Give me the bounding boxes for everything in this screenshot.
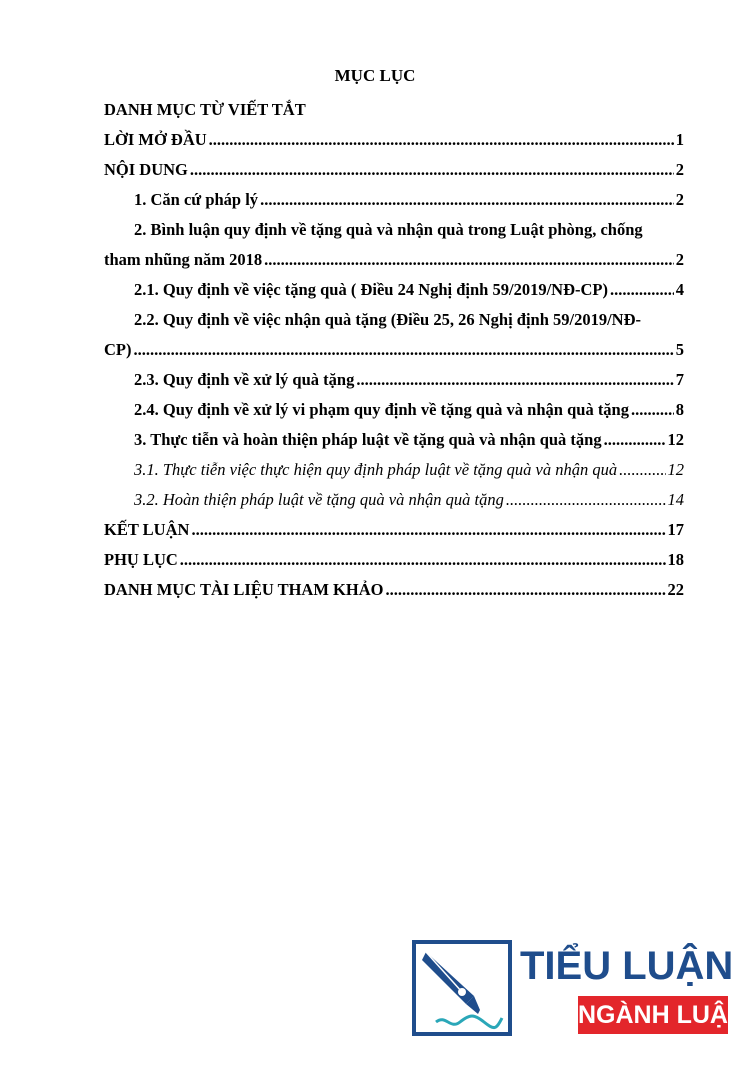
toc-entry-page: 4 xyxy=(675,280,684,299)
toc-leader-dots xyxy=(356,365,673,395)
toc-entry-3-2[interactable] xyxy=(104,485,684,515)
toc-entry-2-4[interactable] xyxy=(104,395,684,425)
toc-entry-page: 2 xyxy=(675,160,684,179)
toc-entry-2-line1[interactable] xyxy=(104,215,684,245)
toc-leader-dots xyxy=(191,515,665,545)
toc-entry-label: PHỤ LỤC xyxy=(104,550,178,569)
toc-leader-dots xyxy=(610,275,674,305)
toc-entry-page: 7 xyxy=(675,370,684,389)
toc-entry-label: 2.4. Quy định về xử lý vi phạm quy định về tặng quà và nhận quà tặng xyxy=(134,400,629,419)
toc-entry-1[interactable] xyxy=(104,185,684,215)
toc-leader-dots xyxy=(385,575,665,605)
toc-entry-references[interactable] xyxy=(104,575,684,605)
toc-leader-dots xyxy=(264,245,674,275)
toc-entry-label: DANH MỤC TÀI LIỆU THAM KHẢO xyxy=(104,580,384,599)
toc-entry-page: 5 xyxy=(675,340,684,359)
toc-leader-dots xyxy=(209,125,674,155)
toc-entry-2-1[interactable] xyxy=(104,275,684,305)
toc-entry-2-2-line1[interactable] xyxy=(104,305,684,335)
toc-leader-dots xyxy=(180,545,666,575)
toc-entry-2-2-line2[interactable] xyxy=(104,335,684,365)
toc-entry-conclusion[interactable] xyxy=(104,515,684,545)
toc-entry-label: NỘI DUNG xyxy=(104,160,188,179)
toc-leader-dots xyxy=(631,395,674,425)
toc-leader-dots xyxy=(604,425,666,455)
toc-entry-page: 8 xyxy=(675,400,684,419)
toc-entry-label: KẾT LUẬN xyxy=(104,520,190,539)
toc-entry-3[interactable] xyxy=(104,425,684,455)
toc-entry-label: CP) xyxy=(104,340,132,359)
toc-entry-label: 2.2. Quy định về việc nhận quà tặng (Điều 25, 26 Nghị định 59/2019/NĐ- xyxy=(134,310,642,329)
toc-entry-label: 3. Thực tiễn và hoàn thiện pháp luật về tặng quà và nhận quà tặng xyxy=(134,430,602,449)
toc-entry-page: 12 xyxy=(667,460,684,479)
toc-entry-appendix[interactable] xyxy=(104,545,684,575)
toc-entry-page: 17 xyxy=(667,520,684,539)
toc-entry-label: 3.1. Thực tiễn việc thực hiện quy định pháp luật về tặng quà và nhận quà xyxy=(134,460,618,479)
fountain-pen-icon xyxy=(416,944,508,1032)
toc-title: MỤC LỤC xyxy=(334,66,416,85)
toc-entry-page: 2 xyxy=(675,250,684,269)
toc-entry-page: 12 xyxy=(667,430,684,449)
toc-entry-label: DANH MỤC TỪ VIẾT TẮT xyxy=(104,100,306,119)
site-logo xyxy=(412,940,744,1040)
toc-entry-page: 18 xyxy=(667,550,684,569)
toc-entry-2-3[interactable] xyxy=(104,365,684,395)
toc-entry-label: tham nhũng năm 2018 xyxy=(104,250,263,269)
toc-entry-page: 2 xyxy=(675,190,684,209)
toc-entry-3-1[interactable] xyxy=(104,455,684,485)
toc-leader-dots xyxy=(190,155,674,185)
toc-leader-dots xyxy=(260,185,674,215)
toc-leader-dots xyxy=(619,455,665,485)
toc-entry-page: 14 xyxy=(667,490,684,509)
toc-entry-content[interactable] xyxy=(104,155,684,185)
toc-entry-label: 2.1. Quy định về việc tặng quà ( Điều 24 Nghị định 59/2019/NĐ-CP) xyxy=(134,280,608,299)
toc-entry-label: 1. Căn cứ pháp lý xyxy=(134,190,259,209)
toc-entry-label: 2.3. Quy định về xử lý quà tặng xyxy=(134,370,355,389)
toc-leader-dots xyxy=(506,485,666,515)
toc-entry-page: 1 xyxy=(675,130,684,149)
toc-leader-dots xyxy=(134,335,674,365)
toc-entry-preface[interactable] xyxy=(104,125,684,155)
toc-entry-label: 3.2. Hoàn thiện pháp luật về tặng quà và nhận quà tặng xyxy=(134,490,504,509)
toc-entry-2-line2[interactable] xyxy=(104,245,684,275)
table-of-contents xyxy=(104,95,684,605)
logo-title: TIỂU LUẬN xyxy=(520,944,734,988)
toc-entry-label: LỜI MỞ ĐẦU xyxy=(104,130,207,149)
logo-emblem xyxy=(412,940,512,1036)
logo-subtitle: NGÀNH LUẬT xyxy=(578,996,728,1034)
toc-entry-page: 22 xyxy=(667,580,684,599)
toc-entry-label: 2. Bình luận quy định về tặng quà và nhận quà trong Luật phòng, chống xyxy=(134,220,643,239)
toc-entry-abbreviations[interactable] xyxy=(104,95,684,125)
